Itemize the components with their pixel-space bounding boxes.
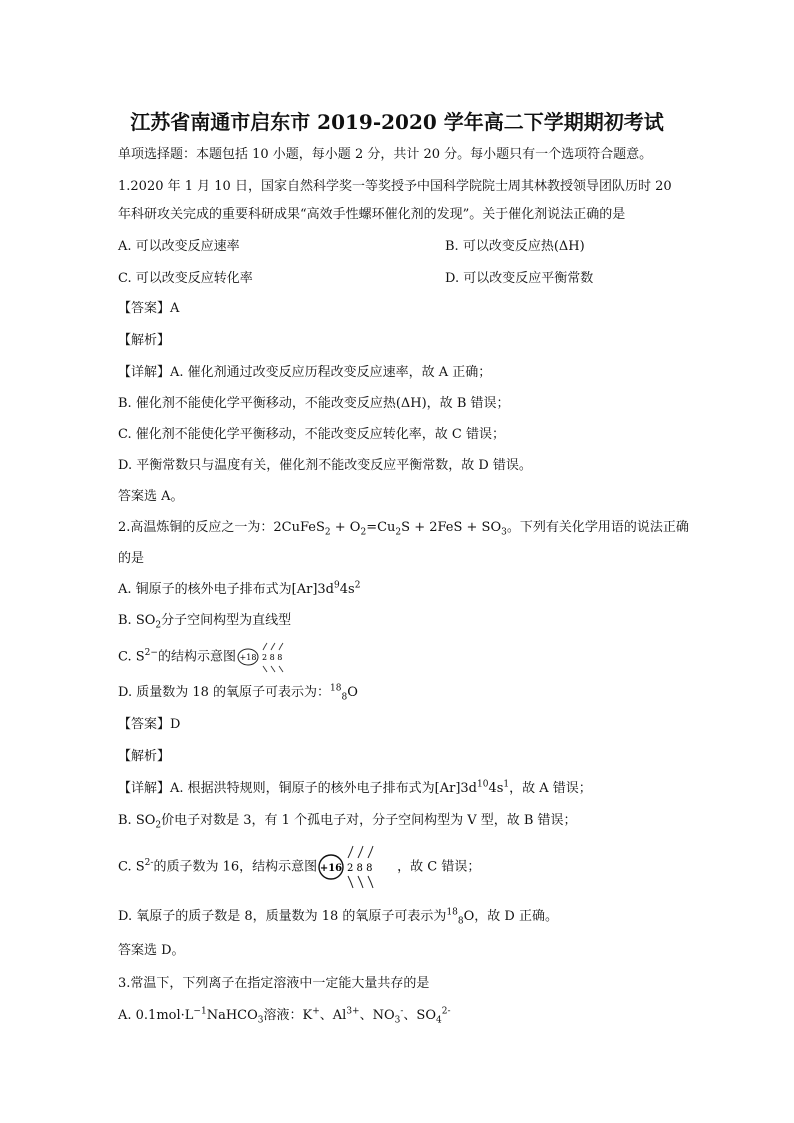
- q2-detail-c: C. $S^{2-}$的质子数为 16，结构示意图 +16 2 8 8 ，故 C 错误；: [118, 842, 480, 892]
- section-instructions: 单项选择题：本题包括 10 小题，每小题 2 分，共计 20 分。每小题只有一个选项符合题意。: [118, 147, 653, 162]
- q1-option-a: A. 可以改变反应速率: [118, 239, 240, 254]
- q1-analysis-heading: 【解析】: [118, 333, 171, 348]
- q2-detail-b: B. $SO_2$价电子对数是 3，有 1 个孤电子对，分子空间构型为 V 型，故 B 错误；: [118, 813, 577, 831]
- q1-conclusion: 答案选 A。: [118, 489, 184, 504]
- shell-electrons: 2 8 8: [347, 863, 373, 874]
- q2-analysis-heading: 【解析】: [118, 749, 171, 764]
- q2-option-d: D. 质量数为 18 的氧原子可表示为：$^{18}_8$O: [118, 683, 358, 703]
- q2-answer: 【答案】D: [118, 717, 181, 732]
- q2-conclusion: 答案选 D。: [118, 943, 185, 958]
- q2-option-a: A. 铜原子的核外电子排布式为$[Ar]3d^94s^2$: [118, 580, 361, 597]
- q2-stem-line2: 的是: [118, 551, 145, 566]
- q1-detail-d: D. 平衡常数只与温度有关，催化剂不能改变反应平衡常数，故 D 错误。: [118, 458, 532, 473]
- q2-option-c: C. $S^{2-}$的结构示意图 +18 2 8 8: [118, 640, 300, 674]
- sulfide-ion-structure-diagram: [236, 640, 300, 674]
- q2-option-b: B. $SO_2$分子空间构型为直线型: [118, 613, 292, 631]
- q2-stem-line1: 2.高温炼铜的反应之一为：2CuFeS$_2$ + $O_2=Cu_2S + 2FeS + SO_3$。下列有关化学用语的说法正确: [118, 520, 689, 538]
- q1-stem-line2: 年科研攻关完成的重要科研成果“高效手性螺环催化剂的发现”。关于催化剂说法正确的是: [118, 207, 626, 222]
- nucleus-label: +16: [319, 863, 343, 874]
- shell-electrons: 2 8 8: [261, 653, 283, 662]
- q3-option-a: A. $0.1mol\cdot L^{-1}NaHCO_3$溶液：K+、$Al^{3+}$、$NO_3^-$、$SO_4^{2-}$: [118, 1006, 451, 1026]
- q1-option-c: C. 可以改变反应转化率: [118, 271, 253, 286]
- sulfide-ion-structure-diagram: [317, 842, 397, 892]
- q1-answer: 【答案】A: [118, 301, 180, 316]
- q1-option-d: D. 可以改变反应平衡常数: [445, 271, 594, 286]
- q1-stem-line1: 1.2020 年 1 月 10 日，国家自然科学奖一等奖授予中国科学院院士周其林教授领导团队历时 20: [118, 179, 672, 194]
- q1-option-b: B. 可以改变反应热(ΔH): [445, 239, 585, 254]
- q1-detail-c: C. 催化剂不能使化学平衡移动，不能改变反应转化率，故 C 错误；: [118, 427, 505, 442]
- q2-detail-a: 【详解】A. 根据洪特规则，铜原子的核外电子排布式为$[Ar]3d^{10}4s^1$，故 A 错误；: [118, 779, 592, 796]
- q3-stem: 3.常温下，下列离子在指定溶液中一定能大量共存的是: [118, 976, 430, 991]
- nucleus-label: +18: [239, 653, 257, 662]
- q1-detail-b: B. 催化剂不能使化学平衡移动，不能改变反应热(ΔH)，故 B 错误；: [118, 396, 510, 411]
- page-title: 江苏省南通市启东市 2019-2020 学年高二下学期期初考试: [130, 110, 664, 134]
- q2-detail-d: D. 氧原子的质子数是 8，质量数为 18 的氧原子可表示为$^{18}_8$O，故 D 正确。: [118, 907, 558, 927]
- q1-detail-a: 【详解】A. 催化剂通过改变反应历程改变反应速率，故 A 正确；: [118, 365, 492, 380]
